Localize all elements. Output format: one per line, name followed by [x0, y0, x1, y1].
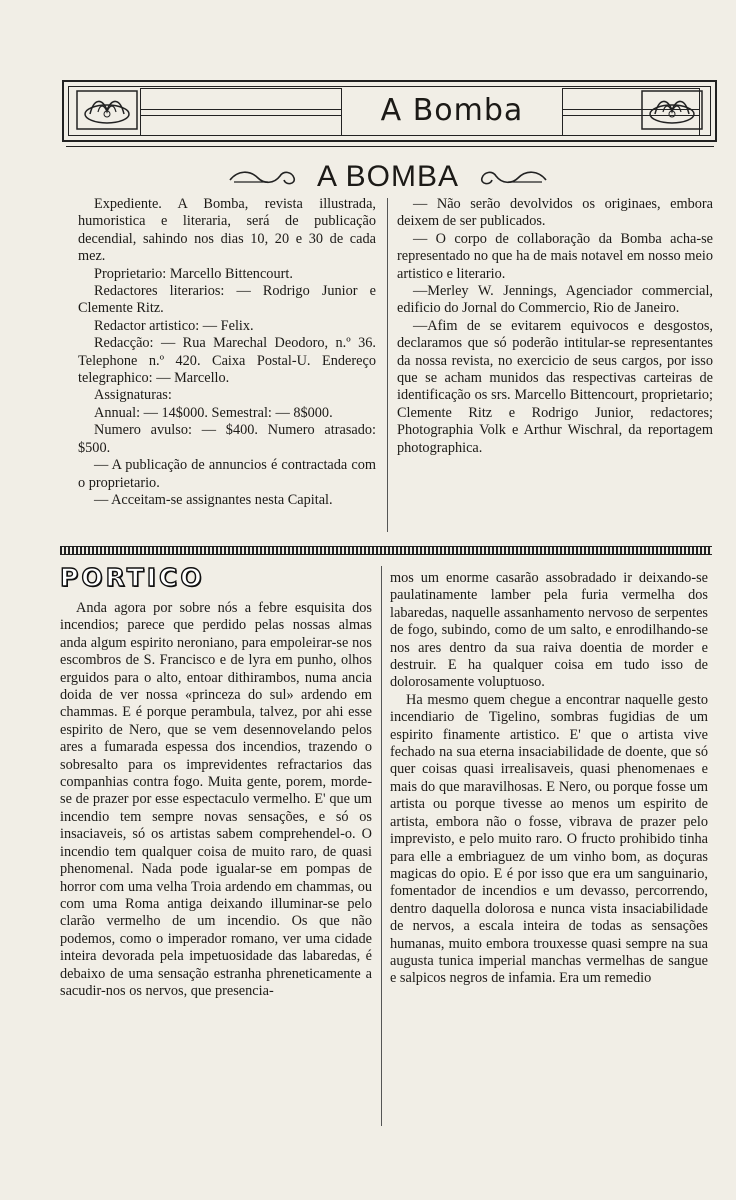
- expediente-paragraph: —Merley W. Jennings, Agenciador commercial, edificio do Jornal do Commercio, Rio de Janeiro.: [397, 283, 713, 317]
- expediente-paragraph: — O corpo de collaboração da Bomba acha-se representado no que ha de mais notavel em nosso meio artistico e literario.: [397, 230, 713, 282]
- masthead-rule-box-left: [140, 88, 342, 136]
- expediente-paragraph: Redactores literarios: — Rodrigo Junior e Clemente Ritz.: [78, 283, 376, 317]
- expediente-paragraph: — Não serão devolvidos os originaes, embora deixem de ser publicados.: [397, 196, 713, 230]
- article-paragraph: mos um enorme casarão assobradado ir deixando-se paulatinamente lamber pela furia vermelha dos labaredas, naquelle assanhamento nervoso de serpentes de fogo, subindo, como de um salto, e enrodilhando-se nos ares dentro da sua raiva doentia de morder e destruir. E ha qualquer coisa em tudo isso de dolorosamente voluptuoso.: [390, 570, 708, 691]
- masthead: [62, 80, 717, 142]
- column-divider: [381, 566, 382, 1126]
- expediente-paragraph: Proprietario: Marcello Bittencourt.: [94, 265, 293, 282]
- expediente-left-column: [78, 196, 376, 509]
- article-right-column: [390, 570, 708, 988]
- floral-ornament-icon: [76, 90, 138, 130]
- floral-ornament-icon: [641, 90, 703, 130]
- expediente-paragraph: Numero avulso: — $400. Numero atrasado: $500.: [78, 422, 376, 456]
- expediente-paragraph: Annual: — 14$000. Semestral: — 8$000.: [94, 404, 333, 421]
- expediente-paragraph: Assignaturas:: [94, 387, 172, 404]
- expediente-paragraph: Redacção: — Rua Marechal Deodoro, n.º 36. Telephone n.º 420. Caixa Postal-U. Endereço telegraphico: — Marcello.: [78, 335, 376, 387]
- masthead-title: A Bomba: [380, 93, 524, 128]
- expediente-paragraph: Expediente. A Bomba, revista illustrada, humoristica e literaria, será de publicação decendial, sahindo nos dias 10, 20 e 30 de cada mez.: [78, 196, 376, 265]
- dotted-separator: [60, 546, 712, 555]
- section-heading: [228, 160, 548, 194]
- article-paragraph: Ha mesmo quem chegue a encontrar naquelle gesto incendiario de Tigelino, sombras fugidias de um espirito finamente artistico. E' que o artista vive fechado na sua eterna insaciabilidade de doente, que só quer coisas quasi irrealisaveis, quasi phenomenaes e mais do que maravilhosas. E Nero, ou porque fosse um artista ou porque tivesse ao menos um espirito de artista, embora não o fosse, vibrava de prazer pelo imprevisto, e pelo muito raro. O fructo prohibido tinha para elle a embriaguez de um vinho bom, as doçuras magicas do opio. E é por isso que era um sanguinario, fomentador de incendios e um devasso, percorrendo, dentro daquella dolorosa e nunca vista insaciabilidade de nervos, a escala inteira de todas as sensações humanas, muito embora trouxesse quasi sempre na sua augusta tunica imperial manchas vermelhas de sangue e salpicos negros de infamia. Era um remedio: [390, 691, 708, 987]
- article-paragraph: Anda agora por sobre nós a febre esquisita dos incendios; parece que perdido pelas nossas almas anda algum espirito neroniano, para empoleirar-se nos escombros de S. Francisco e de lyra em punho, olhos erguidos para o alto, entoar dithirambos, numa ancia doida de ver nossa «princeza do sul» ardendo em chammas. E é porque perambula, talvez, por ahi esse espirito de Nero, que se vem desennovelando pelos ares a fumarada espessa dos incendios, trazendo o sobresalto para os imprevidentes refractarios das companhias contra fogo. Muita gente, porem, morde-se de prazer por esse espectaculo vermelho. E' que um incendio tem sempre novas sensações, e só os insaciaveis, só os artistas sabem comprehendel-o. O incendio tem qualquer coisa de muito raro, de quasi phenomenal. Nada pode igualar-se em pompas de horror com uma velha Troia ardendo em chammas, ou com uma Roma antiga deixando illuminar-se pelo clarão vermelho de um incendio. Os que não podemos, como o imperador romano, ver uma cidade inteira devorada pela impetuosidade das labaredas, é debaixo de uma sensação estranha phreneticamente a sacudir-nos os nervos, que presencia-: [60, 600, 372, 999]
- section-title: A BOMBA: [316, 160, 460, 193]
- scroll-ornament-right-icon: [478, 168, 548, 188]
- column-divider: [387, 198, 388, 532]
- expediente-paragraph: — A publicação de annuncios é contractada com o proprietario.: [78, 457, 376, 491]
- expediente-paragraph: Redactor artistico: — Felix.: [94, 317, 254, 334]
- expediente-paragraph: —Afim de se evitarem equivocos e desgostos, declaramos que só poderão intitular-se representantes da nossa revista, no exercicio de seus cargos, por isso que se acham munidos das respectivas carteiras de identificação os srs. Marcello Bittencourt, proprietario; Clemente Ritz e Rodrigo Junior, redactores; Photographia Volk e Arthur Wischral, da reportagem photographica.: [397, 317, 713, 456]
- scroll-ornament-left-icon: [228, 168, 298, 188]
- article-title: PORTICO: [60, 563, 205, 592]
- expediente-paragraph: — Acceitam-se assignantes nesta Capital.: [94, 491, 333, 508]
- masthead-underline: [66, 146, 714, 147]
- expediente-right-column: [397, 196, 713, 457]
- article-left-column: [60, 600, 372, 1000]
